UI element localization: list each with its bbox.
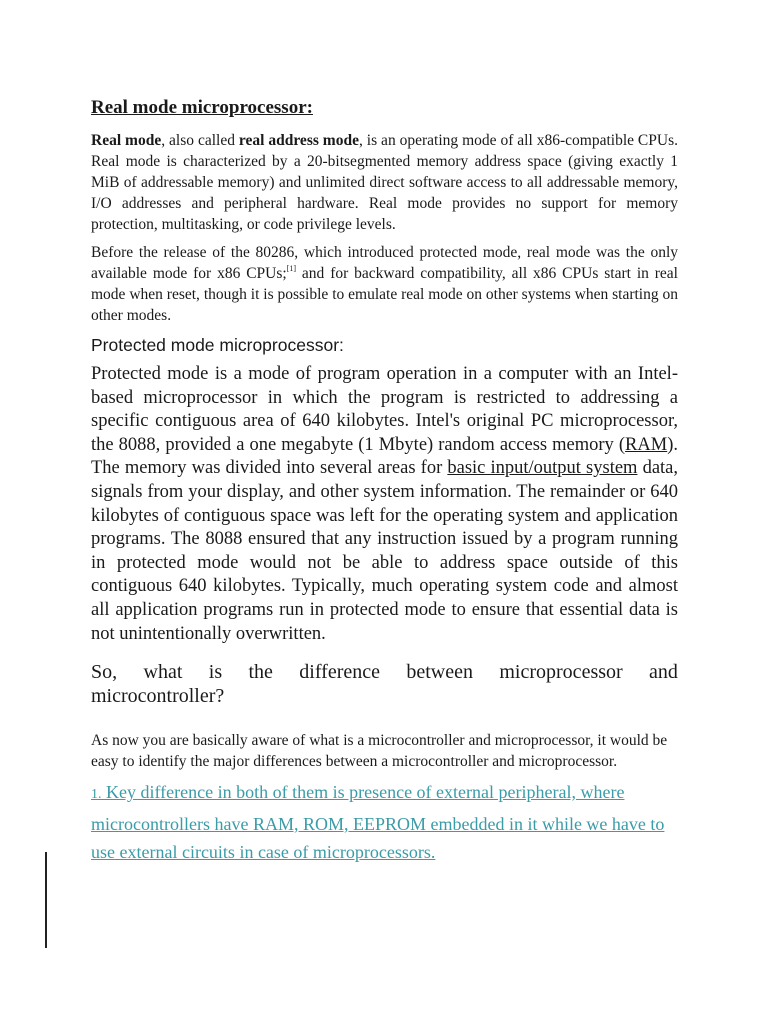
text-fragment: data, signals from your display, and other system information. The remainder or 640 kilobytes of contiguous space was left for the operating system and application programs. The 8088 ensured that any instruction issued by a program running in protected mode would not be able to address space outside of this contiguous 640 kilobytes. Typically, much operating system code and almost all application programs run in protected mode to ensure that essential data is not unintentionally overwritten. [91,458,679,644]
question-word: microprocessor [499,661,623,684]
question-word: what [143,661,183,684]
question-word: and [649,661,678,684]
key-difference-text: Key difference in both of them is presence of external peripheral, where microcontrollers have RAM, ROM, EEPROM embedded in it while we have to use external circuits in case of microprocessors. [91,782,665,863]
text-fragment: and for backward compatibility, all x86 CPUs start in real mode when reset, though it is possible to emulate real mode on other systems when starting on other modes. [91,265,678,324]
question-word: is [208,661,223,684]
question-line-2: microcontroller? [91,685,225,708]
text-fragment: , also called [161,132,239,149]
heading-protected-mode: Protected mode microprocessor: [91,335,344,355]
text-fragment: ). The memory was divided into several areas for [91,434,678,479]
term-real-address-mode: real address mode [238,132,359,149]
ram-link[interactable]: RAM [625,434,668,455]
question-word: So, [91,661,118,684]
list-number: 1. [91,787,102,803]
key-difference-item[interactable] [91,778,678,867]
citation-link[interactable]: [1] [286,264,297,273]
paragraph-protected-mode [91,363,678,646]
paragraph-real-mode [91,130,678,235]
question-line-1 [91,660,678,684]
bios-link[interactable]: basic input/output system [447,458,638,479]
margin-change-bar [45,852,47,948]
paragraph-before-release [91,242,678,326]
paragraph-intro-differences: As now you are basically aware of what is a microcontroller and microprocessor, it would be easy to identify the major differences between a microcontroller and microprocessor. [91,732,668,771]
question-word: difference [299,661,380,684]
text-fragment: Protected mode is a mode of program operation in a computer with an Intel-based microprocessor in which the program is restricted to addressing a specific contiguous area of 640 kilobytes. Intel's original PC microprocessor, the 8088, provided a one megabyte (1 Mbyte) random access memory ( [91,364,678,455]
question-word: the [248,661,273,684]
heading-real-mode: Real mode microprocessor: [91,97,313,118]
document-page [91,96,678,867]
term-real-mode: Real mode [91,132,162,149]
question-word: between [406,661,473,684]
text-fragment: , is an operating mode of all x86-compatible CPUs. Real mode is characterized by a 20-bitsegmented memory address space (giving exactly 1 MiB of addressable memory) and unlimited direct software access to all addressable memory, I/O addresses and peripheral hardware. Real mode provides no support for memory protection, multitasking, or code privilege levels. [91,132,678,233]
difference-question-heading [91,660,678,708]
text-fragment: Before the release of the 80286, which introduced protected mode, real mode was the only available mode for x86 CPUs; [91,244,678,282]
